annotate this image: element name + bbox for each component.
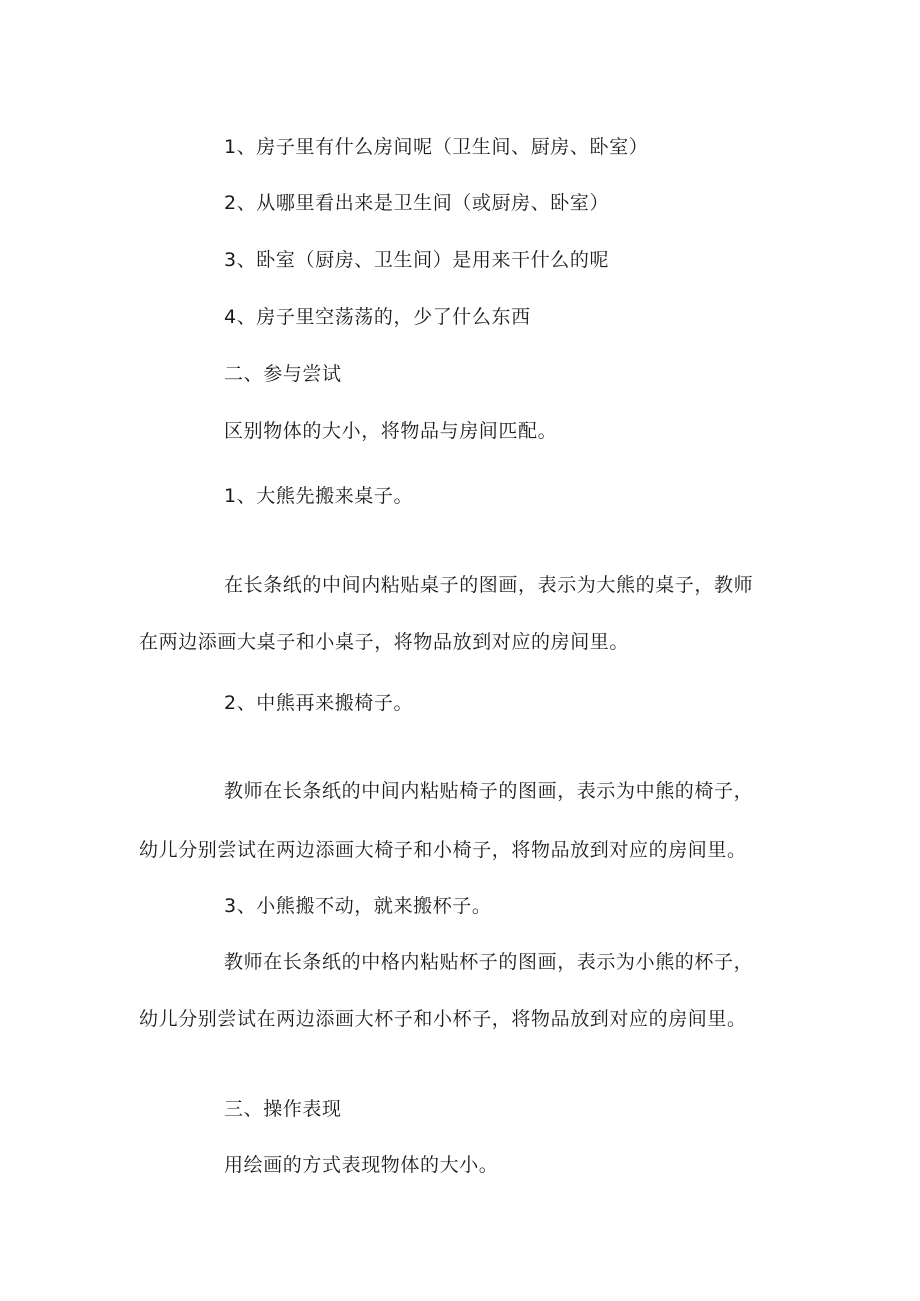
- section-2-intro: 区别物体的大小，将物品与房间匹配。: [224, 420, 558, 442]
- step-3-paragraph-line-2: 幼儿分别尝试在两边添画大杯子和小杯子，将物品放到对应的房间里。: [139, 1008, 747, 1030]
- question-2: 2、从哪里看出来是卫生间（或厨房、卧室）: [224, 192, 610, 214]
- section-heading-2: 二、参与尝试: [224, 363, 342, 385]
- section-heading-3: 三、操作表现: [224, 1098, 342, 1120]
- step-2-title: 2、中熊再来搬椅子。: [224, 692, 414, 714]
- step-3-title: 3、小熊搬不动，就来搬杯子。: [224, 895, 492, 917]
- step-1-paragraph-line-2: 在两边添画大桌子和小桌子，将物品放到对应的房间里。: [139, 631, 630, 653]
- step-1-paragraph-line-1: 在长条纸的中间内粘贴桌子的图画，表示为大熊的桌子，教师: [224, 574, 754, 596]
- question-4: 4、房子里空荡荡的，少了什么东西: [224, 306, 531, 328]
- step-2-paragraph-line-2: 幼儿分别尝试在两边添画大椅子和小椅子，将物品放到对应的房间里。: [139, 839, 747, 861]
- step-2-paragraph-line-1: 教师在长条纸的中间内粘贴椅子的图画，表示为中熊的椅子，: [224, 780, 754, 802]
- question-3: 3、卧室（厨房、卫生间）是用来干什么的呢: [224, 249, 610, 271]
- step-1-title: 1、大熊先搬来桌子。: [224, 485, 414, 507]
- question-1: 1、房子里有什么房间呢（卫生间、厨房、卧室）: [224, 136, 649, 158]
- step-3-paragraph-line-1: 教师在长条纸的中格内粘贴杯子的图画，表示为小熊的杯子，: [224, 951, 754, 973]
- section-3-intro: 用绘画的方式表现物体的大小。: [224, 1154, 499, 1176]
